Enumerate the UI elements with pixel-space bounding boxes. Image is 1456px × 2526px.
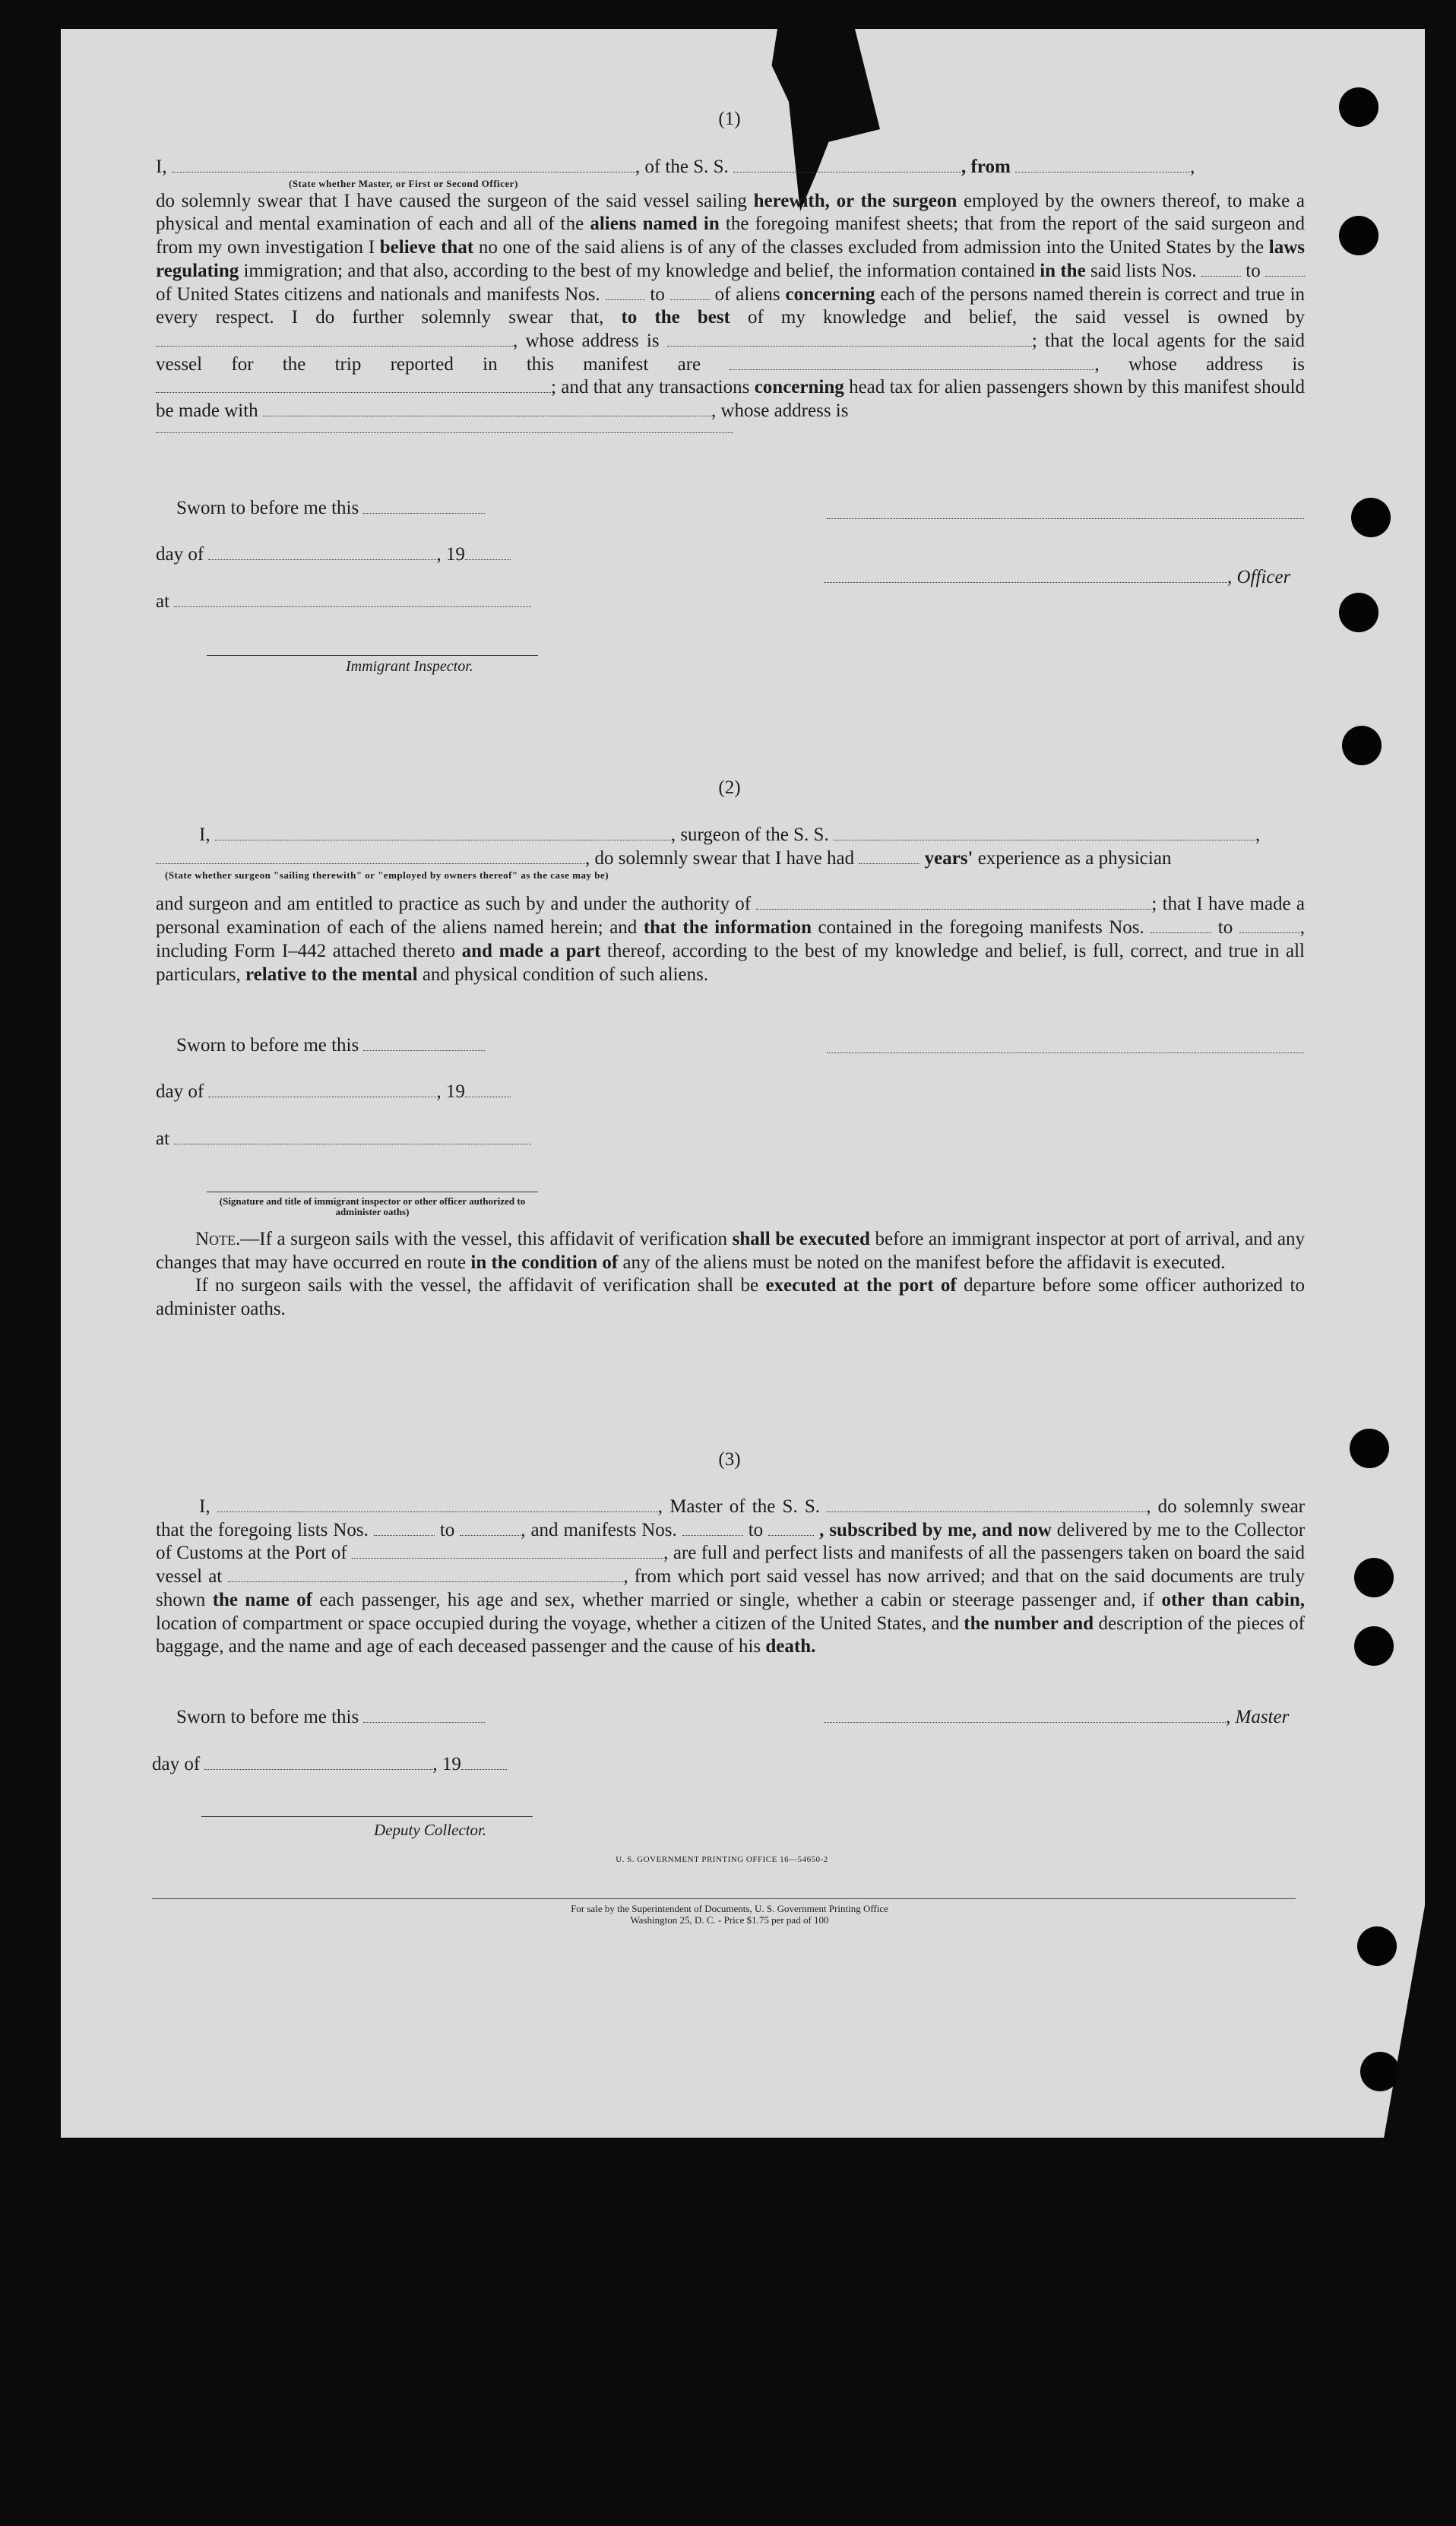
- owner-field[interactable]: [156, 331, 513, 347]
- surgeon-caption: (State whether surgeon "sailing therewith" or "employed by owners thereof" as the case may be): [165, 869, 609, 882]
- s1-officer-name-field[interactable]: [825, 567, 1227, 583]
- punch-hole: [1339, 593, 1378, 632]
- punch-hole: [1360, 2052, 1400, 2091]
- s3-embark-field[interactable]: [228, 1566, 623, 1582]
- oath-paragraph-3: I, , Master of the S. S. , do solemnly swear that the foregoing lists Nos. to , and manifests Nos. to , subscribed by me, and now delivered by me to the Collector of Customs at the Port of , are full and perfect lists and manifests of all the passengers taken on board the said vessel at , from which port said vessel has now arrived; and that on the said documents are truly shown the name of each passenger, his age and sex, whether married or single, whether a cabin or steerage passenger and, if other than cabin, location of compartment or space occupied during the voyage, whether a citizen of the United States, and the number and description of the pieces of baggage, and the name and age of each deceased passenger and the cause of his death.: [156, 1496, 1306, 1657]
- s3-lists-from-field[interactable]: [374, 1520, 435, 1536]
- s1-at-row: at: [156, 591, 531, 613]
- section-2: [156, 824, 1305, 986]
- s2-signature-caption: (Signature and title of immigrant inspector or other officer authorized to administer oaths): [219, 1195, 526, 1217]
- section-3: [156, 1496, 1305, 1659]
- s3-master-signature-field[interactable]: [825, 1707, 1226, 1723]
- s2-surgeon-signature-line[interactable]: [827, 1052, 1304, 1053]
- s3-manifests-from-field[interactable]: [682, 1520, 743, 1536]
- head-tax-address-field[interactable]: [156, 423, 733, 433]
- note-paragraph-2: If no surgeon sails with the vessel, the affidavit of verification shall be executed at the port of departure before some officer authorized to administer oaths.: [156, 1275, 1305, 1320]
- section-1: [156, 156, 1305, 433]
- agents-field[interactable]: [730, 354, 1094, 370]
- section-3-number: (3): [718, 1449, 741, 1470]
- s1-officer-row: , Officer: [825, 567, 1290, 588]
- punch-hole: [1342, 726, 1382, 765]
- s3-sworn-date-field[interactable]: [363, 1707, 485, 1723]
- ship-name-field[interactable]: [733, 157, 961, 173]
- punch-hole: [1351, 498, 1391, 537]
- s3-ship-field[interactable]: [827, 1496, 1146, 1512]
- s3-sworn-row: Sworn to before me this: [176, 1707, 485, 1728]
- s2-sworn-row: Sworn to before me this: [176, 1035, 485, 1056]
- section-2-number: (2): [718, 777, 741, 798]
- lists-to-field[interactable]: [1265, 261, 1305, 277]
- s1-day-field[interactable]: [208, 544, 436, 560]
- oath-paragraph-2: and surgeon and am entitled to practice as such by and under the authority of ; that I have made a personal examination of each of the aliens named herein; and that the information contained in the foregoing manifests Nos. to , including Form I–442 attached thereto and made a part thereof, according to the best of my knowledge and belief, is full, correct, and true in all particulars, relative to the mental and physical condition of such aliens.: [156, 894, 1306, 985]
- surgeon-line: I, , surgeon of the S. S. ,: [199, 825, 1261, 845]
- s2-day-field[interactable]: [208, 1081, 436, 1097]
- officer-rank-field[interactable]: [172, 157, 635, 173]
- punch-hole: [1354, 1626, 1394, 1666]
- gpo-imprint: U. S. GOVERNMENT PRINTING OFFICE 16—54650-2: [616, 1855, 828, 1864]
- s2-years-field[interactable]: [859, 848, 919, 864]
- master-line: I, , of the S. S. , from ,: [156, 157, 1195, 177]
- s1-sworn-date-field[interactable]: [363, 498, 485, 514]
- section-1-number: (1): [718, 109, 741, 129]
- punch-hole: [1350, 1429, 1389, 1468]
- footer-rule: [152, 1898, 1296, 1899]
- s2-authority-field[interactable]: [756, 894, 1151, 910]
- s2-name-field[interactable]: [215, 825, 671, 840]
- s3-day-field[interactable]: [204, 1754, 432, 1770]
- s1-day-row: day of , 19: [156, 544, 511, 565]
- note-paragraph: Note.—If a surgeon sails with the vessel, this affidavit of verification shall be executed before an immigrant inspector at port of arrival, and any changes that may have occurred en route in the condition of any of the aliens must be noted on the manifest before the affidavit is executed.: [156, 1229, 1305, 1273]
- rank-caption: (State whether Master, or First or Second Officer): [289, 178, 518, 189]
- agents-address-field[interactable]: [156, 377, 551, 393]
- s1-at-field[interactable]: [174, 591, 531, 607]
- s1-year-field[interactable]: [465, 544, 511, 560]
- s1-sworn-row: Sworn to before me this: [176, 498, 485, 519]
- s2-manifest-from-field[interactable]: [1151, 917, 1211, 933]
- s2-ship-field[interactable]: [834, 825, 1255, 840]
- manifests-from-field[interactable]: [606, 284, 645, 300]
- s3-master-row: , Master: [825, 1707, 1289, 1728]
- sale-notice-2: Washington 25, D. C. - Price $1.75 per pad of 100: [630, 1914, 829, 1926]
- manifests-to-field[interactable]: [670, 284, 710, 300]
- sale-notice-1: For sale by the Superintendent of Documents, U. S. Government Printing Office: [571, 1903, 888, 1914]
- s2-at-field[interactable]: [174, 1128, 531, 1144]
- s3-day-row: day of , 19: [152, 1754, 507, 1775]
- s2-day-row: day of , 19: [156, 1081, 511, 1103]
- punch-hole: [1339, 87, 1378, 127]
- from-port-field[interactable]: [1015, 157, 1190, 173]
- punch-hole: [1357, 1926, 1397, 1966]
- immigrant-inspector-label: Immigrant Inspector.: [346, 658, 473, 675]
- s2-at-row: at: [156, 1128, 531, 1150]
- lists-from-field[interactable]: [1201, 261, 1241, 277]
- s3-deputy-signature-line[interactable]: [201, 1816, 533, 1817]
- punch-hole: [1339, 216, 1378, 255]
- s2-sworn-date-field[interactable]: [363, 1035, 485, 1051]
- s3-year-field[interactable]: [461, 1754, 507, 1770]
- head-tax-agent-field[interactable]: [263, 400, 711, 416]
- note-block: [156, 1228, 1305, 1322]
- s2-sailing-field[interactable]: [156, 848, 585, 864]
- s3-port-field[interactable]: [352, 1543, 663, 1559]
- owner-address-field[interactable]: [667, 331, 1032, 347]
- s3-manifests-to-field[interactable]: [768, 1520, 814, 1536]
- s2-manifest-to-field[interactable]: [1239, 917, 1300, 933]
- deputy-collector-label: Deputy Collector.: [374, 1821, 487, 1839]
- experience-line: , do solemnly swear that I have had years' experience as a physician: [156, 847, 1305, 871]
- oath-paragraph-1: do solemnly swear that I have caused the surgeon of the said vessel sailing herewith, or the surgeon employed by the owners thereof, to make a physical and mental examination of each and all of the aliens named in the foregoing manifest sheets; that from the report of the said surgeon and from my own investigation I believe that no one of the said aliens is of any of the classes excluded from admission into the United States by the laws regulating immigration; and that also, according to the best of my knowledge and belief, the information contained in the said lists Nos. to of United States citizens and nationals and manifests Nos. to of aliens concerning each of the persons named therein is correct and true in every respect. I do further solemnly swear that, to the best of my knowledge and belief, the said vessel is owned by , whose address is ; that the local agents for the said vessel for the trip reported in this manifest are , whose address is ; and that any transactions concerning head tax for alien passengers shown by this manifest should be made with , whose address is: [156, 190, 1306, 422]
- s2-year-field[interactable]: [465, 1081, 511, 1097]
- s1-inspector-signature-line[interactable]: [207, 655, 538, 656]
- s3-lists-to-field[interactable]: [460, 1520, 521, 1536]
- s1-officer-signature-line[interactable]: [827, 518, 1304, 519]
- punch-hole: [1354, 1558, 1394, 1597]
- s3-name-field[interactable]: [217, 1496, 658, 1512]
